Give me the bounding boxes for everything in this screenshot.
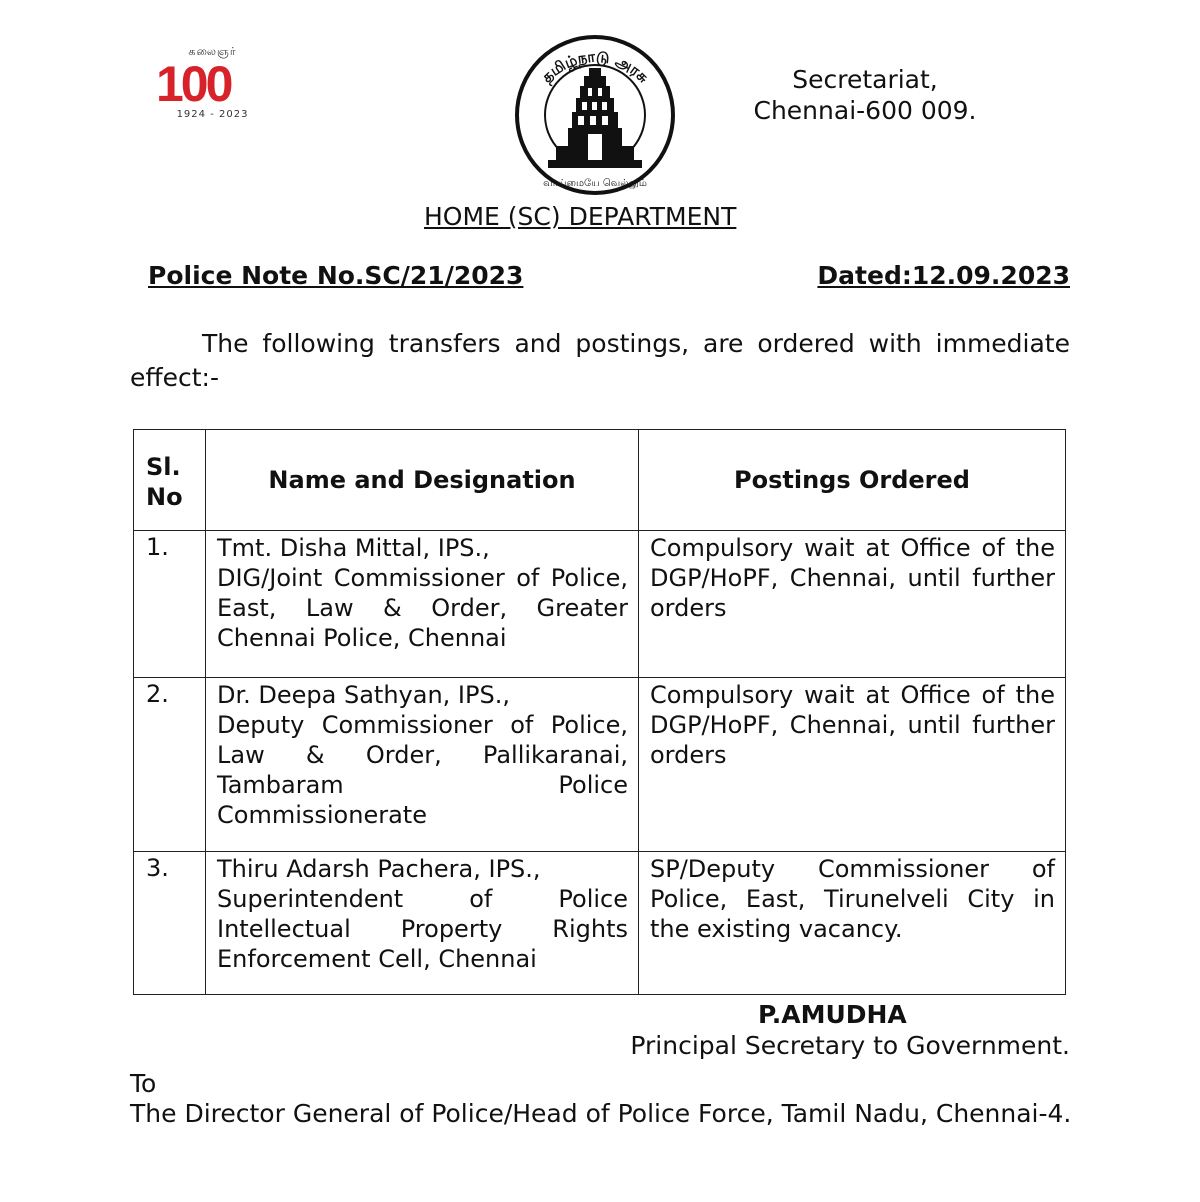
header-sl-line1: Sl. xyxy=(146,453,181,481)
logo-tamil-text: கலைஞர் xyxy=(188,45,237,58)
row-name-designation xyxy=(206,852,639,995)
signatory-designation: Principal Secretary to Government. xyxy=(630,1031,1070,1060)
kalaignar-100-logo xyxy=(150,45,275,125)
row-name-designation xyxy=(206,678,639,852)
table-row xyxy=(134,852,1066,995)
logo-years: 1924 - 2023 xyxy=(176,109,249,120)
address-line-2: Chennai-600 009. xyxy=(753,96,977,125)
row-posting-ordered: Compulsory wait at Office of the DGP/HoPF, Chennai, until further orders xyxy=(639,531,1066,678)
table-row xyxy=(134,678,1066,852)
row-sl-no: 1. xyxy=(134,531,206,678)
emblem-motto: வாய்மையே வெல்லும் xyxy=(543,178,647,189)
recipient-to-label: To xyxy=(130,1069,157,1098)
row-posting-ordered: Compulsory wait at Office of the DGP/HoPF, Chennai, until further orders xyxy=(639,678,1066,852)
officer-name: Tmt. Disha Mittal, IPS., xyxy=(217,534,490,562)
officer-designation: Deputy Commissioner of Police, Law & Order, Pallikaranai, Tambaram Police Commissionerate xyxy=(217,711,628,829)
row-posting-ordered: SP/Deputy Commissioner of Police, East, Tirunelveli City in the existing vacancy. xyxy=(639,852,1066,995)
emblem-top-text: தமிழ்நாடு அரசு xyxy=(537,47,653,87)
officer-name: Thiru Adarsh Pachera, IPS., xyxy=(217,855,541,883)
row-sl-no: 3. xyxy=(134,852,206,995)
intro-paragraph: The following transfers and postings, are ordered with immediate effect:- xyxy=(130,329,1070,392)
recipient-address: The Director General of Police/Head of Police Force, Tamil Nadu, Chennai-4. xyxy=(130,1099,1072,1128)
header-sl-line2: No xyxy=(146,483,183,511)
officer-designation: DIG/Joint Commissioner of Police, East, Law & Order, Greater Chennai Police, Chennai xyxy=(217,564,628,652)
transfers-table xyxy=(133,429,1066,995)
police-note-number: Police Note No.SC/21/2023 xyxy=(148,261,524,290)
officer-designation: Superintendent of Police Intellectual Property Rights Enforcement Cell, Chennai xyxy=(217,885,628,973)
department-heading: HOME (SC) DEPARTMENT xyxy=(424,202,737,231)
address-line-1: Secretariat, xyxy=(792,65,938,94)
table-header-row xyxy=(134,430,1066,531)
header-postings-ordered: Postings Ordered xyxy=(639,430,1066,531)
header-name-designation: Name and Designation xyxy=(206,430,639,531)
table-row xyxy=(134,531,1066,678)
row-sl-no: 2. xyxy=(134,678,206,852)
row-name-designation xyxy=(206,531,639,678)
tamil-nadu-emblem xyxy=(510,30,680,200)
officer-name: Dr. Deepa Sathyan, IPS., xyxy=(217,681,510,709)
note-date: Dated:12.09.2023 xyxy=(817,261,1070,290)
address-block xyxy=(700,64,1030,126)
signatory-name: P.AMUDHA xyxy=(758,1000,907,1029)
logo-number: 100 xyxy=(156,56,231,112)
header-sl-no xyxy=(134,430,206,531)
